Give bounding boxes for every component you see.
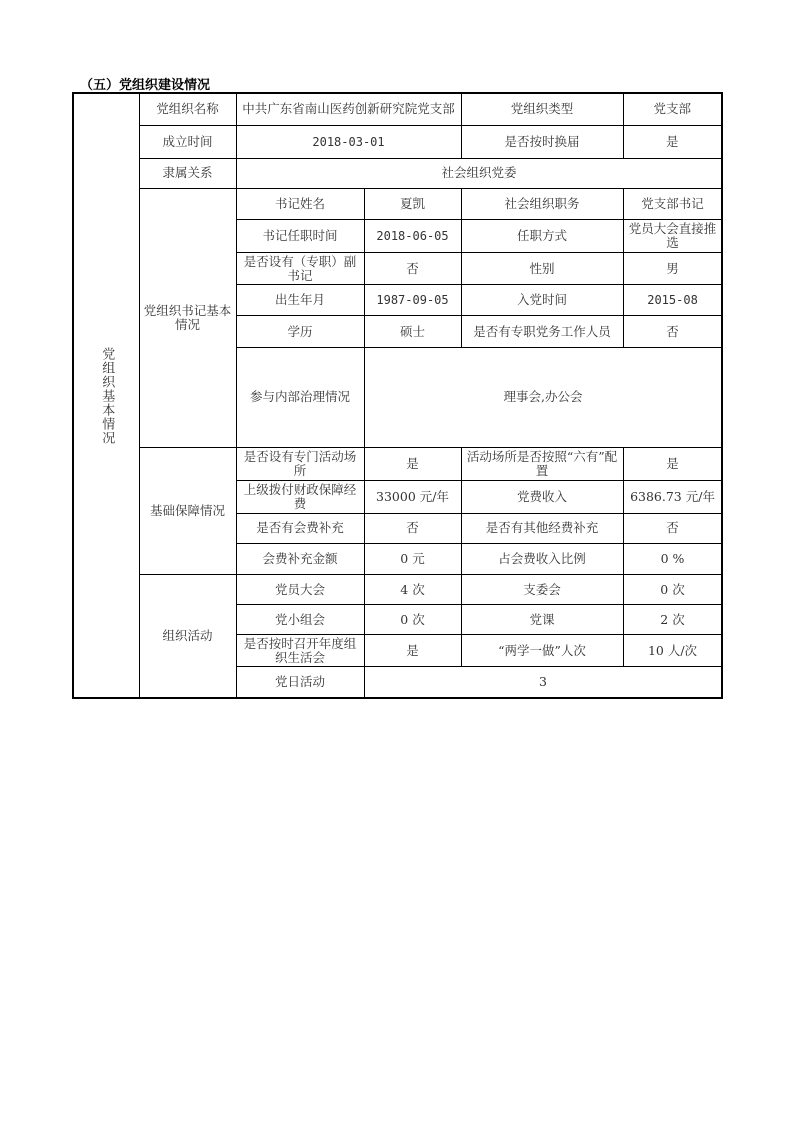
join-value: 2015-08 xyxy=(623,285,722,316)
org-info-table-wrapper xyxy=(72,92,721,699)
party-day-value: 3 xyxy=(364,667,722,698)
gender-label: 性别 xyxy=(461,253,623,285)
org-type-value: 党支部 xyxy=(623,93,722,125)
fee-ratio-value: 0 % xyxy=(623,543,722,574)
dues-value: 6386.73 元/年 xyxy=(623,480,722,513)
fund-label: 上级拨付财政保障经费 xyxy=(236,480,364,513)
term-start-value: 2018-06-05 xyxy=(364,219,461,252)
birth-value: 1987-09-05 xyxy=(364,285,461,316)
join-label: 入党时间 xyxy=(461,285,623,316)
other-fee-label: 是否有其他经费补充 xyxy=(461,513,623,543)
fulltime-label: 是否有专职党务工作人员 xyxy=(461,316,623,348)
founded-label: 成立时间 xyxy=(139,125,236,158)
affiliation-value: 社会组织党委 xyxy=(236,158,722,188)
assembly-label: 党员大会 xyxy=(236,575,364,605)
org-name-value: 中共广东省南山医药创新研究院党支部 xyxy=(236,93,461,125)
study-value: 10 人/次 xyxy=(623,635,722,667)
committee-label: 支委会 xyxy=(461,575,623,605)
six-value: 是 xyxy=(623,447,722,480)
org-info-table xyxy=(72,92,723,699)
edu-label: 学历 xyxy=(236,316,364,348)
affiliation-label: 隶属关系 xyxy=(139,158,236,188)
party-day-label: 党日活动 xyxy=(236,667,364,698)
member-fee-value: 否 xyxy=(364,513,461,543)
term-start-label: 书记任职时间 xyxy=(236,219,364,252)
deputy-value: 否 xyxy=(364,253,461,285)
secretary-name-value: 夏凯 xyxy=(364,188,461,219)
org-type-label: 党组织类型 xyxy=(461,93,623,125)
appoint-label: 任职方式 xyxy=(461,219,623,252)
fee-amount-value: 0 元 xyxy=(364,543,461,574)
gender-value: 男 xyxy=(623,253,722,285)
birth-label: 出生年月 xyxy=(236,285,364,316)
fulltime-value: 否 xyxy=(623,316,722,348)
deputy-label: 是否设有（专职）副书记 xyxy=(236,253,364,285)
lesson-label: 党课 xyxy=(461,605,623,635)
annual-value: 是 xyxy=(364,635,461,667)
study-label: “两学一做”人次 xyxy=(461,635,623,667)
term-value: 是 xyxy=(623,125,722,158)
edu-value: 硕士 xyxy=(364,316,461,348)
dues-label: 党费收入 xyxy=(461,480,623,513)
org-name-label: 党组织名称 xyxy=(139,93,236,125)
assembly-value: 4 次 xyxy=(364,575,461,605)
six-label: 活动场所是否按照“六有”配置 xyxy=(461,447,623,480)
social-role-label: 社会组织职务 xyxy=(461,188,623,219)
venue-label: 是否设有专门活动场所 xyxy=(236,447,364,480)
secretary-group-label: 党组织书记基本情况 xyxy=(139,188,236,447)
governance-label: 参与内部治理情况 xyxy=(236,348,364,447)
term-label: 是否按时换届 xyxy=(461,125,623,158)
group-meeting-value: 0 次 xyxy=(364,605,461,635)
appoint-value: 党员大会直接推选 xyxy=(623,219,722,252)
governance-value: 理事会,办公会 xyxy=(364,348,722,447)
venue-value: 是 xyxy=(364,447,461,480)
support-group-label: 基础保障情况 xyxy=(139,447,236,574)
side-title: 党组织基本情况 xyxy=(73,93,139,698)
member-fee-label: 是否有会费补充 xyxy=(236,513,364,543)
committee-value: 0 次 xyxy=(623,575,722,605)
fee-amount-label: 会费补充金额 xyxy=(236,543,364,574)
fund-value: 33000 元/年 xyxy=(364,480,461,513)
other-fee-value: 否 xyxy=(623,513,722,543)
founded-value: 2018-03-01 xyxy=(236,125,461,158)
fee-ratio-label: 占会费收入比例 xyxy=(461,543,623,574)
secretary-name-label: 书记姓名 xyxy=(236,188,364,219)
lesson-value: 2 次 xyxy=(623,605,722,635)
social-role-value: 党支部书记 xyxy=(623,188,722,219)
activities-group-label: 组织活动 xyxy=(139,575,236,698)
group-meeting-label: 党小组会 xyxy=(236,605,364,635)
annual-label: 是否按时召开年度组织生活会 xyxy=(236,635,364,667)
section-heading: （五）党组织建设情况 xyxy=(80,78,211,93)
